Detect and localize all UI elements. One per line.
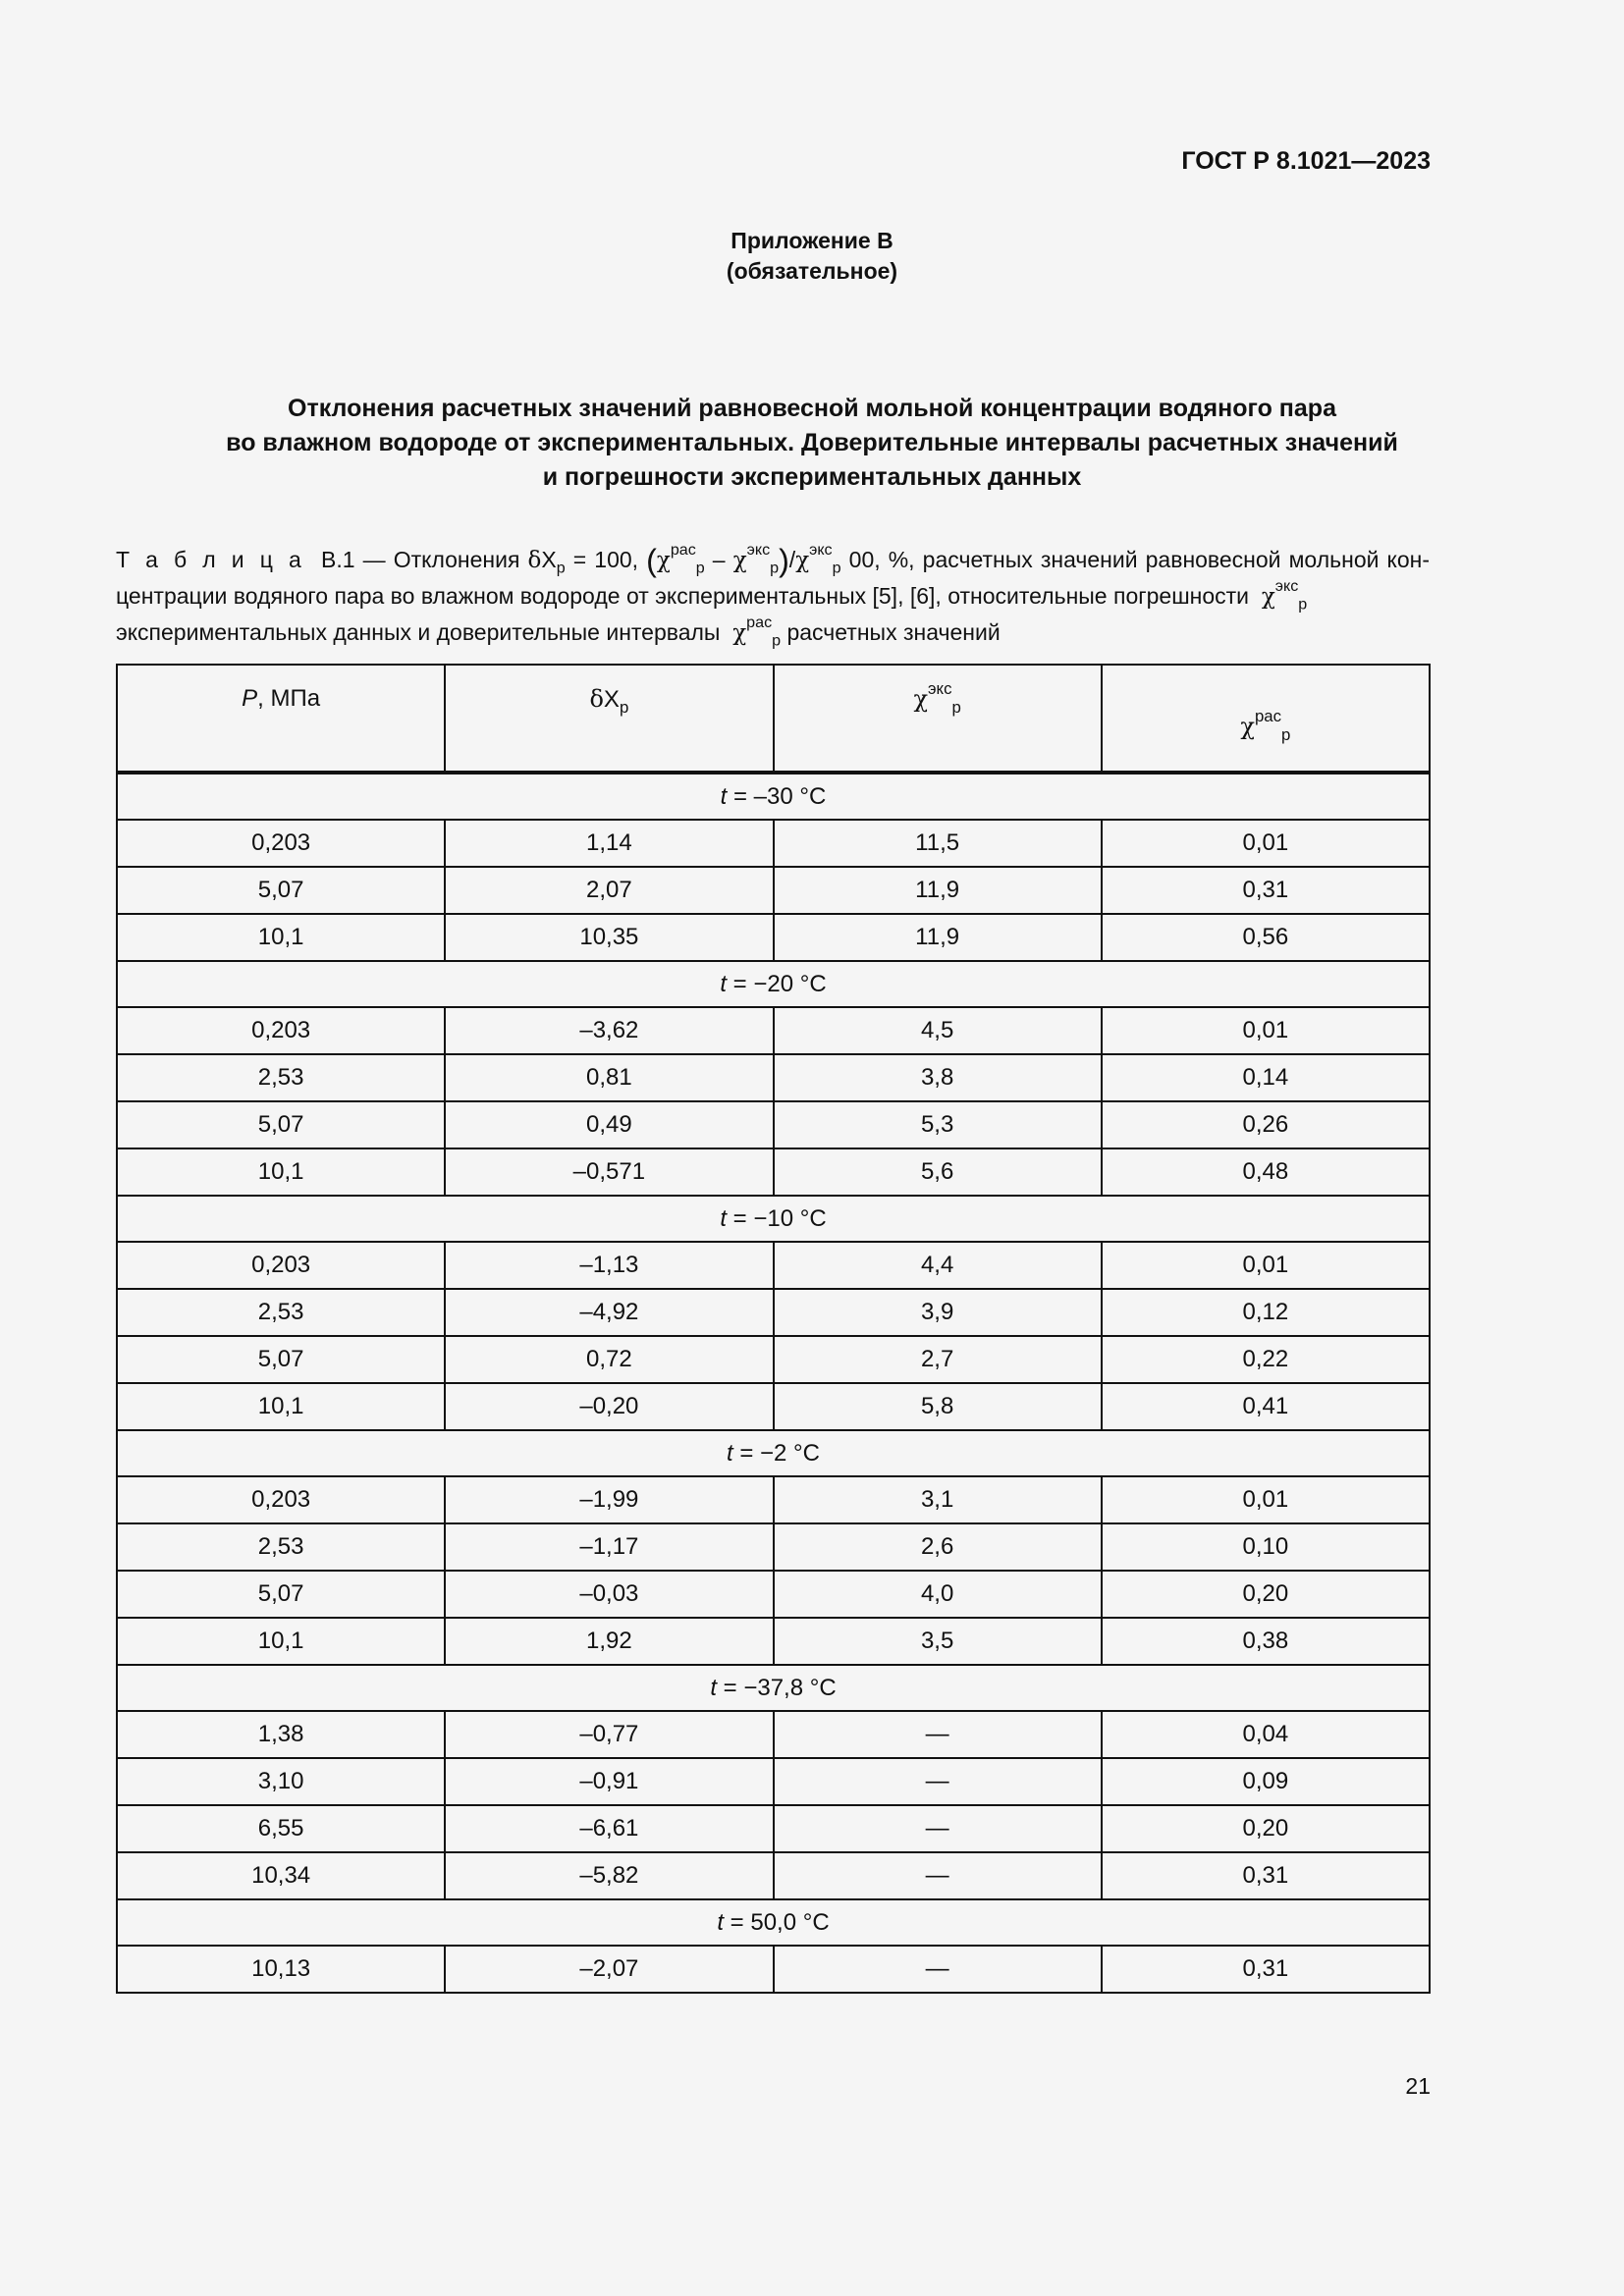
table-cell: 0,56 xyxy=(1102,914,1430,961)
temperature-label: t = −37,8 °C xyxy=(117,1665,1430,1711)
caption-dash: — xyxy=(362,547,386,572)
table-cell: 5,3 xyxy=(774,1101,1102,1148)
table-cell: 2,6 xyxy=(774,1523,1102,1571)
table-cell: –5,82 xyxy=(445,1852,773,1899)
table-cell: 10,1 xyxy=(117,1383,445,1430)
table-cell: 1,38 xyxy=(117,1711,445,1758)
table-cell: 3,1 xyxy=(774,1476,1102,1523)
table-cell: –2,07 xyxy=(445,1946,773,1993)
caption-text: экспериментальных данных и доверительные интервалы xyxy=(116,619,721,645)
table-cell: 0,38 xyxy=(1102,1618,1430,1665)
table-cell: 0,01 xyxy=(1102,1476,1430,1523)
table-cell: 2,53 xyxy=(117,1054,445,1101)
temperature-group-row xyxy=(117,1899,1430,1946)
temperature-group-row xyxy=(117,1665,1430,1711)
table-cell: –1,13 xyxy=(445,1242,773,1289)
table-cell: 5,07 xyxy=(117,1336,445,1383)
table-cell: 6,55 xyxy=(117,1805,445,1852)
table-cell: 0,41 xyxy=(1102,1383,1430,1430)
table-cell: 0,31 xyxy=(1102,867,1430,914)
table-cell: –0,91 xyxy=(445,1758,773,1805)
table-row xyxy=(117,1242,1430,1289)
table-cell: 2,07 xyxy=(445,867,773,914)
table-cell: 0,14 xyxy=(1102,1054,1430,1101)
table-cell: 11,9 xyxy=(774,914,1102,961)
table-cell: 0,31 xyxy=(1102,1946,1430,1993)
table-cell: 0,10 xyxy=(1102,1523,1430,1571)
table-cell: 3,8 xyxy=(774,1054,1102,1101)
annex-title-line: во влажном водороде от экспериментальных. Доверительные интервалы расчетных значений xyxy=(226,429,1398,456)
table-cell: 5,8 xyxy=(774,1383,1102,1430)
table-cell: 5,07 xyxy=(117,867,445,914)
delta-x-symbol: δ xyxy=(527,548,542,573)
table-cell: –0,03 xyxy=(445,1571,773,1618)
formula-tail: 00, %, расчетных значений равновесной мольной кон- xyxy=(848,547,1431,572)
table-cell: 0,09 xyxy=(1102,1758,1430,1805)
table-body xyxy=(117,774,1430,1993)
annex-title xyxy=(0,392,1624,495)
table-cell: 3,9 xyxy=(774,1289,1102,1336)
chi-symbol: $\chi^{рас}_р$ xyxy=(732,614,782,650)
chi-symbol: $\chi^{экс}_р$ xyxy=(795,541,841,577)
table-cell: 0,31 xyxy=(1102,1852,1430,1899)
column-header-chi-exp: $\chi^{экс}_р$ xyxy=(774,665,1102,772)
table-row xyxy=(117,1758,1430,1805)
temperature-label: t = 50,0 °C xyxy=(117,1899,1430,1946)
table-row xyxy=(117,1054,1430,1101)
table-row xyxy=(117,1852,1430,1899)
table-row xyxy=(117,1289,1430,1336)
table-cell: 0,72 xyxy=(445,1336,773,1383)
column-header-pressure: P, МПа xyxy=(117,665,445,772)
table-cell: 0,203 xyxy=(117,1007,445,1054)
page-number: 21 xyxy=(1405,2073,1431,2099)
table-cell: 0,203 xyxy=(117,1242,445,1289)
table-cell: 0,203 xyxy=(117,820,445,867)
table-row xyxy=(117,1007,1430,1054)
table-cell: 0,20 xyxy=(1102,1805,1430,1852)
table-cell: 0,48 xyxy=(1102,1148,1430,1196)
temperature-group-row xyxy=(117,961,1430,1007)
table-cell: 1,92 xyxy=(445,1618,773,1665)
table-row xyxy=(117,820,1430,867)
column-header-chi-calc: $\chi^{рас}_р$ xyxy=(1102,665,1430,772)
table-row xyxy=(117,1618,1430,1665)
temperature-label: t = −20 °C xyxy=(117,961,1430,1007)
chi-symbol: $\chi^{экс}_р$ xyxy=(1261,577,1308,614)
table-cell: 0,26 xyxy=(1102,1101,1430,1148)
temperature-label: t = −2 °C xyxy=(117,1430,1430,1476)
table-row xyxy=(117,1148,1430,1196)
table-cell: –0,20 xyxy=(445,1383,773,1430)
table-row xyxy=(117,1711,1430,1758)
table-row xyxy=(117,1336,1430,1383)
caption-number: В.1 xyxy=(320,547,355,572)
caption-line-1: Т а б л и ц а В.1 — Отклонения $\delta X_p = 100$, $(\chi^{рас}_р - \chi^{экс}_р)/\chi^{экс}_р$ 00, %, расчетных значений равновесной мольной кон- xyxy=(116,541,1431,578)
table-cell: 5,07 xyxy=(117,1571,445,1618)
table-row xyxy=(117,1476,1430,1523)
table-cell: 2,53 xyxy=(117,1289,445,1336)
table-row xyxy=(117,914,1430,961)
table-cell: — xyxy=(774,1946,1102,1993)
table-cell: — xyxy=(774,1758,1102,1805)
caption-line-3 xyxy=(116,614,1430,651)
table-cell: 0,01 xyxy=(1102,820,1430,867)
table-row xyxy=(117,1101,1430,1148)
table-row xyxy=(117,1383,1430,1430)
table-cell: — xyxy=(774,1852,1102,1899)
table-cell: 3,5 xyxy=(774,1618,1102,1665)
table-cell: 11,5 xyxy=(774,820,1102,867)
chi-symbol: $\chi^{экс}_р$ xyxy=(732,541,780,577)
temperature-label: t = –30 °C xyxy=(117,774,1430,820)
table-cell: –0,571 xyxy=(445,1148,773,1196)
table-cell: –0,77 xyxy=(445,1711,773,1758)
table-cell: 0,81 xyxy=(445,1054,773,1101)
table-cell: 0,12 xyxy=(1102,1289,1430,1336)
temperature-group-row xyxy=(117,1430,1430,1476)
table-cell: 2,7 xyxy=(774,1336,1102,1383)
annex-title-line: Отклонения расчетных значений равновесной мольной концентрации водяного пара xyxy=(288,395,1336,422)
column-header-deviation: $\delta X_p$ xyxy=(445,665,773,772)
annex-status: (обязательное) xyxy=(726,258,898,284)
table-cell: — xyxy=(774,1711,1102,1758)
table-cell: 2,53 xyxy=(117,1523,445,1571)
annex-title-line: и погрешности экспериментальных данных xyxy=(542,463,1082,491)
table-cell: –1,99 xyxy=(445,1476,773,1523)
table-cell: –3,62 xyxy=(445,1007,773,1054)
table-cell: –1,17 xyxy=(445,1523,773,1571)
table-cell: — xyxy=(774,1805,1102,1852)
formula-part: = 100, xyxy=(572,547,639,572)
table-cell: 0,20 xyxy=(1102,1571,1430,1618)
table-cell: 0,01 xyxy=(1102,1242,1430,1289)
table-cell: –4,92 xyxy=(445,1289,773,1336)
table-cell: 0,22 xyxy=(1102,1336,1430,1383)
data-table xyxy=(116,664,1431,1994)
table-row xyxy=(117,1805,1430,1852)
temperature-label: t = −10 °C xyxy=(117,1196,1430,1242)
caption-prefix: Т а б л и ц а xyxy=(116,547,305,572)
table-row xyxy=(117,1571,1430,1618)
table-cell: 3,10 xyxy=(117,1758,445,1805)
standard-code: ГОСТ Р 8.1021—2023 xyxy=(1181,147,1431,175)
caption-line-2 xyxy=(116,578,1430,614)
table-cell: 10,13 xyxy=(117,1946,445,1993)
table-cell: 10,34 xyxy=(117,1852,445,1899)
table-caption xyxy=(116,542,1430,651)
table-cell: 4,0 xyxy=(774,1571,1102,1618)
caption-text: центрации водяного пара во влажном водороде от экспериментальных [5], [6], относительные погрешности xyxy=(116,583,1250,609)
temperature-group-row xyxy=(117,1196,1430,1242)
chi-symbol: $\chi^{рас}_р$ xyxy=(656,541,705,577)
table-cell: 10,1 xyxy=(117,1618,445,1665)
table-row xyxy=(117,867,1430,914)
table-cell: 1,14 xyxy=(445,820,773,867)
temperature-group-row xyxy=(117,774,1430,820)
table-cell: 11,9 xyxy=(774,867,1102,914)
table-cell: 5,07 xyxy=(117,1101,445,1148)
table-cell: 0,04 xyxy=(1102,1711,1430,1758)
table-cell: 4,5 xyxy=(774,1007,1102,1054)
annex-heading xyxy=(0,226,1624,287)
table-cell: 10,1 xyxy=(117,1148,445,1196)
table-cell: 0,49 xyxy=(445,1101,773,1148)
table-cell: 0,203 xyxy=(117,1476,445,1523)
table-cell: 10,35 xyxy=(445,914,773,961)
table-row xyxy=(117,1946,1430,1993)
table-cell: 4,4 xyxy=(774,1242,1102,1289)
caption-text: расчетных значений xyxy=(786,619,1001,645)
table-cell: 0,01 xyxy=(1102,1007,1430,1054)
pressure-unit: , МПа xyxy=(257,685,321,712)
table-cell: –6,61 xyxy=(445,1805,773,1852)
table-cell: 10,1 xyxy=(117,914,445,961)
annex-label: Приложение В xyxy=(731,228,893,253)
table-cell: 5,6 xyxy=(774,1148,1102,1196)
table-row xyxy=(117,1523,1430,1571)
caption-text: Отклонения xyxy=(393,547,520,572)
